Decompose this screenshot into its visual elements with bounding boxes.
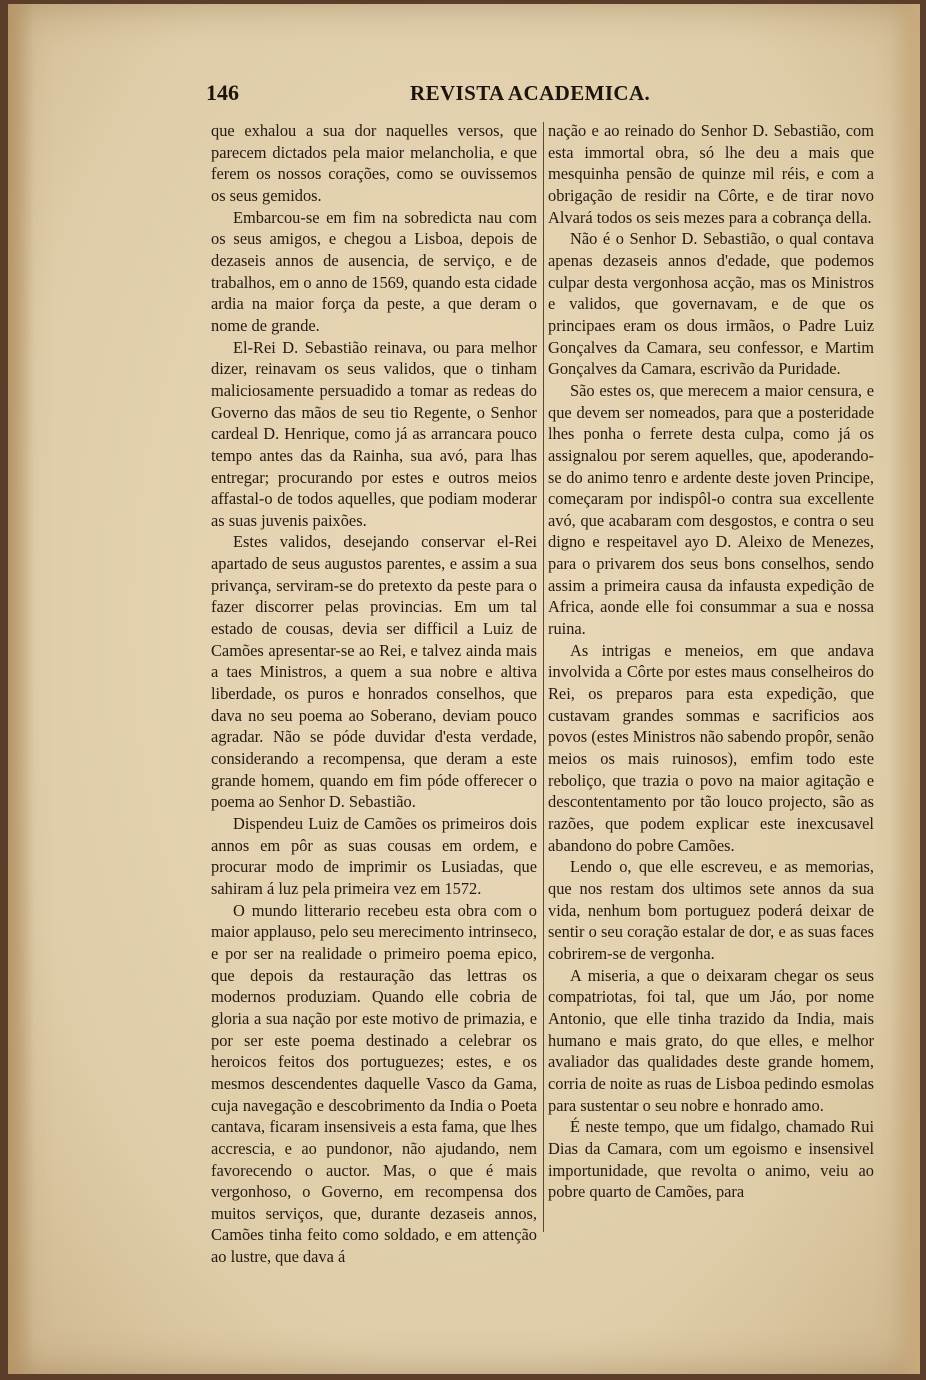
paragraph: O mundo litterario recebeu esta obra com o maior applauso, pelo seu merecimento intrinseco, e por ser na realidade o primeiro poema epico, que depois da restauração das lettras os modernos produziam. Quando elle cobria de gloria a sua nação por este motivo de primazia, e por ser este poema destinado a celebrar os heroicos feitos dos portuguezes; estes, e os mesmos descendentes daquelle Vasco da Gama, cuja navegação e descobrimento da India o Poeta cantava, ficaram insensiveis a esta fama, que lhes accrescia, e ao pundonor, não ajudando, nem favorecendo o auctor. Mas, o que é mais vergonhoso, o Governo, em recompensa dos muitos serviços, que, durante dezaseis annos, Camões tinha feito como soldado, e em attenção ao lustre, que dava á (211, 900, 537, 1267)
page-header (198, 80, 668, 110)
paragraph: que exhalou a sua dor naquelles versos, que parecem dictados pela maior melancholia, e que ferem os nossos corações, como se ouvissemos os seus gemidos. (211, 121, 537, 205)
column-divider (543, 122, 544, 1232)
paragraph: São estes os, que merecem a maior censura, e que devem ser nomeados, para que a posteridade lhes ponha o ferrete desta culpa, como já os assignalou por serem aquelles, que, apoderando-se do animo tenro e ardente deste joven Principe, começaram por indispôl-o contra sua excellente avó, que acabaram com desgostos, e contra o seu digno e respeitavel ayo D. Aleixo de Menezes, para o privarem dos seus bons conselhos, sendo assim a primeira causa da infausta expedição de Africa, aonde elle foi consummar a sua e nossa ruina. (548, 380, 874, 639)
paragraph: Embarcou-se em fim na sobredicta nau com os seus amigos, e chegou a Lisboa, depois de dezaseis annos de ausencia, de serviço, e de trabalhos, em o anno de 1569, quando esta cidade ardia na maior força da peste, a que deram o nome de grande. (211, 207, 537, 335)
running-title: REVISTA ACADEMICA. (410, 81, 651, 105)
page-number: 146 (206, 80, 239, 105)
page-edge-stain-right (890, 4, 920, 1374)
right-column (548, 120, 874, 1203)
paragraph: Estes validos, desejando conservar el-Rei apartado de seus augustos parentes, e assim a sua privança, serviram-se do pretexto da peste para o fazer discorrer pelas provincias. Em um tal estado de cousas, devia ser difficil a Luiz de Camões apresentar-se ao Rei, e talvez ainda mais a taes Ministros, a quem a sua nobre e altiva liberdade, os puros e honrados conselhos, que dava no seu poema ao Soberano, deviam pouco agradar. Não se póde duvidar d'esta verdade, considerando a recompensa, que deram a este grande homem, quando em fim póde offerecer o poema ao Senhor D. Sebastião. (211, 532, 537, 812)
paragraph: A miseria, a que o deixaram chegar os seus compatriotas, foi tal, que um Jáo, por nome Antonio, que elle tinha trazido da India, mais humano e mais grato, do que elles, e melhor avaliador das qualidades deste grande homem, corria de noite as ruas de Lisboa pedindo esmolas para sustentar o seu nobre e honrado amo. (548, 965, 874, 1115)
paragraph: nação e ao reinado do Senhor D. Sebastião, com esta immortal obra, só lhe deu a mais que mesquinha pensão de quinze mil réis, e com a obrigação de residir na Côrte, e de tirar novo Alvará todos os seis mezes para a cobrança della. (548, 121, 874, 227)
paragraph: Lendo o, que elle escreveu, e as memorias, que nos restam dos ultimos sete annos da sua vida, nenhum bom portuguez poderá deixar de sentir o seu coração estalar de dor, e as suas faces cobrirem-se de vergonha. (548, 857, 874, 963)
page-edge-stain-left (8, 4, 34, 1374)
paragraph: É neste tempo, que um fidalgo, chamado Rui Dias da Camara, com um egoismo e insensivel importunidade, que revolta o animo, veiu ao pobre quarto de Camões, para (548, 1117, 874, 1202)
paragraph: As intrigas e meneios, em que andava involvida a Côrte por estes maus conselheiros do Rei, os preparos para esta expedição, que custavam grandes sommas e sacrificios aos povos (estes Ministros não sabendo propôr, senão meios os mais ruinosos), emfim todo este reboliço, que trazia o povo na maior agitação e descontentamento por tão louco projecto, são as razões, que podem explicar este inexcusavel abandono do pobre Camões. (548, 640, 874, 855)
paragraph: El-Rei D. Sebastião reinava, ou para melhor dizer, reinavam os seus validos, que o tinham maliciosamente persuadido a tomar as redeas do Governo das mãos de seu tio Regente, o Senhor cardeal D. Henrique, como já as arrancara pouco tempo antes das da Rainha, sua avó, para lhas entregar; procurando por estes e outros meios affastal-o de todos aquelles, que podiam moderar as suas juvenis paixões. (211, 337, 537, 530)
paragraph: Dispendeu Luiz de Camões os primeiros dois annos em pôr as suas cousas em ordem, e procurar modo de imprimir os Lusiadas, que sahiram á luz pela primeira vez em 1572. (211, 814, 537, 898)
left-column (211, 120, 537, 1268)
book-page (8, 4, 920, 1374)
paragraph: Não é o Senhor D. Sebastião, o qual contava apenas dezaseis annos d'edade, que podemos culpar desta vergonhosa acção, mas os Ministros e validos, que governavam, e de que os principaes eram os dous irmãos, o Padre Luiz Gonçalves da Camara, seu confessor, e Martim Gonçalves da Camara, escrivão da Puridade. (548, 229, 874, 379)
